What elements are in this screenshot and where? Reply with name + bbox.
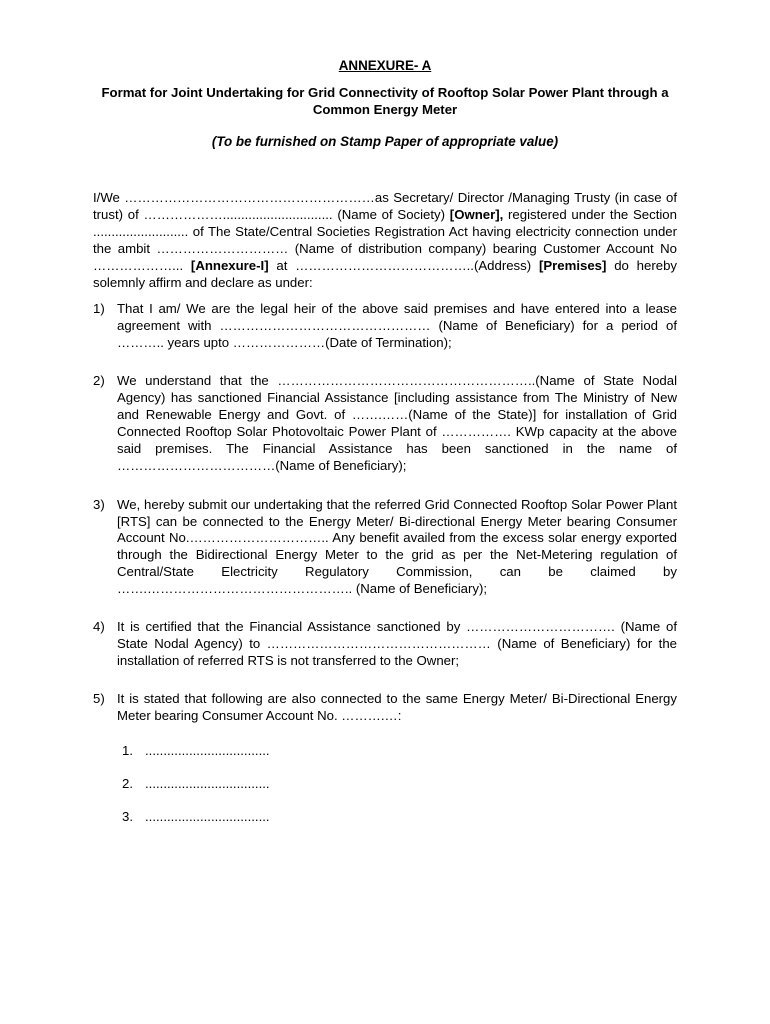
intro-text-1: I/We …………………………………………………as Secretary/ Director /Managing Trusty (in case of trust) of ……………….............................. (Name of Society) [93,190,677,222]
sub-item-blank: .................................. [145,742,270,758]
intro-text-3: at …………………………………..(Address) [268,257,539,273]
declaration-item [93,619,677,670]
declaration-item [93,691,677,825]
document-page [93,58,677,825]
sub-item-blank: .................................. [145,808,270,824]
sub-item-number: 2. [122,775,133,791]
annexure-heading: ANNEXURE- A [338,58,432,73]
intro-text-2: registered under the Section .......................... of The State/Central Societies Registration Act having electricity connection under the ambit ………………………… (Name of distribution company) bearing Customer Account No ………………... [93,206,677,273]
declaration-item [93,497,677,598]
connected-account-item [117,775,677,792]
item-number: 2) [93,373,105,389]
intro-paragraph [93,190,677,291]
connected-account-item [117,742,677,759]
item-number: 4) [93,619,105,635]
item-text: That I am/ We are the legal heir of the above said premises and have entered into a lease agreement with ………………………………………… (Name of Beneficiary) for a period of ……….. years upto …………………(Date of Termination); [117,301,677,351]
premises-label: [Premises] [538,257,607,273]
item-number: 5) [93,690,105,706]
item-text: It is certified that the Financial Assistance sanctioned by ……………………………. (Name of State Nodal Agency) to …………………………………………… (Name of Beneficiary) for the installation of referred RTS is not transferred to the Owner; [117,619,677,668]
declaration-list [93,301,677,824]
item-text: We understand that the …………………………………………………..(Name of State Nodal Agency) has sanctioned Financial Assistance [including assistance from The Ministry of New and Renewable Energy and Govt. of …….……(Name of the State)] for installation of Grid Connected Rooftop Solar Photovoltaic Power Plant of ……………. KWp capacity at the above said premises. The Financial Assistance has been sanctioned in the name of ………………………………(Name of Beneficiary); [117,373,677,473]
item-text: We, hereby submit our undertaking that the referred Grid Connected Rooftop Solar Power Plant [RTS] can be connected to the Energy Meter/ Bi-directional Energy Meter bearing Consumer Account No.………………………….. Any benefit availed from the excess solar energy exported through the Bidirectional Energy Meter to the grid as per the Net-Metering regulation of Central/State Electricity Regulatory Commission, can be claimed by …….……………………………………….. (Name of Beneficiary); [117,496,677,597]
connected-accounts-list [117,742,677,825]
sub-item-number: 3. [122,808,133,824]
sub-item-number: 1. [122,742,133,758]
sub-item-blank: .................................. [145,775,270,791]
annexure-label: [Annexure-I] [190,257,269,273]
owner-label: [Owner], [449,206,504,222]
declaration-item [93,373,677,474]
document-title: Format for Joint Undertaking for Grid Connectivity of Rooftop Solar Power Plant through a Common Energy Meter [101,85,669,117]
connected-account-item [117,808,677,825]
document-subtitle: (To be furnished on Stamp Paper of appropriate value) [211,134,559,149]
declaration-item [93,301,677,352]
item-number: 1) [93,301,105,317]
intro-text-4: do hereby solemnly affirm and declare as under: [93,257,677,290]
item-text: It is stated that following are also connected to the same Energy Meter/ Bi-Directional Energy Meter bearing Consumer Account No. ……….…: [117,690,677,723]
item-number: 3) [93,496,105,512]
